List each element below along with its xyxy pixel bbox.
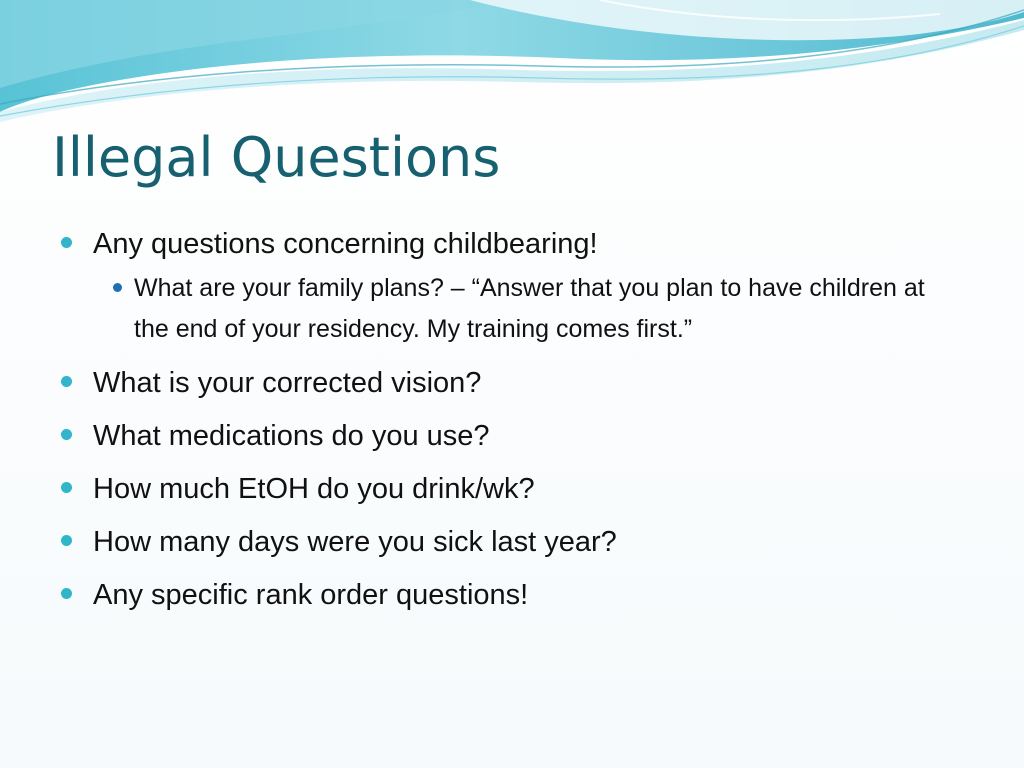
round-bullet-icon — [61, 376, 72, 387]
bullet-item — [60, 416, 960, 456]
bullet-item — [60, 224, 960, 350]
bullet-item — [60, 522, 960, 562]
bullet-item — [60, 575, 960, 615]
round-bullet-icon — [61, 482, 72, 493]
sub-bullet-item — [93, 268, 944, 350]
small-round-bullet-icon — [113, 283, 122, 292]
bullet-text: How many days were you sick last year? — [93, 526, 617, 558]
bullet-item — [60, 469, 960, 509]
bullet-text: How much EtOH do you drink/wk? — [93, 473, 535, 505]
round-bullet-icon — [61, 237, 72, 248]
sub-bullet-text: What are your family plans? – “Answer that you plan to have children at the end of your residency. My training comes first.” — [134, 274, 925, 343]
slide-title: Illegal Questions — [52, 126, 501, 189]
header-wave-decoration — [0, 0, 1024, 130]
sub-bullet-list — [93, 268, 960, 350]
round-bullet-icon — [61, 429, 72, 440]
bullet-text: What medications do you use? — [93, 420, 490, 452]
bullet-text: What is your corrected vision? — [93, 367, 482, 399]
bullet-text: Any specific rank order questions! — [93, 579, 529, 611]
bullet-text: Any questions concerning childbearing! — [93, 228, 598, 260]
round-bullet-icon — [61, 535, 72, 546]
bullet-item — [60, 363, 960, 403]
bullet-list — [60, 224, 960, 628]
round-bullet-icon — [61, 588, 72, 599]
